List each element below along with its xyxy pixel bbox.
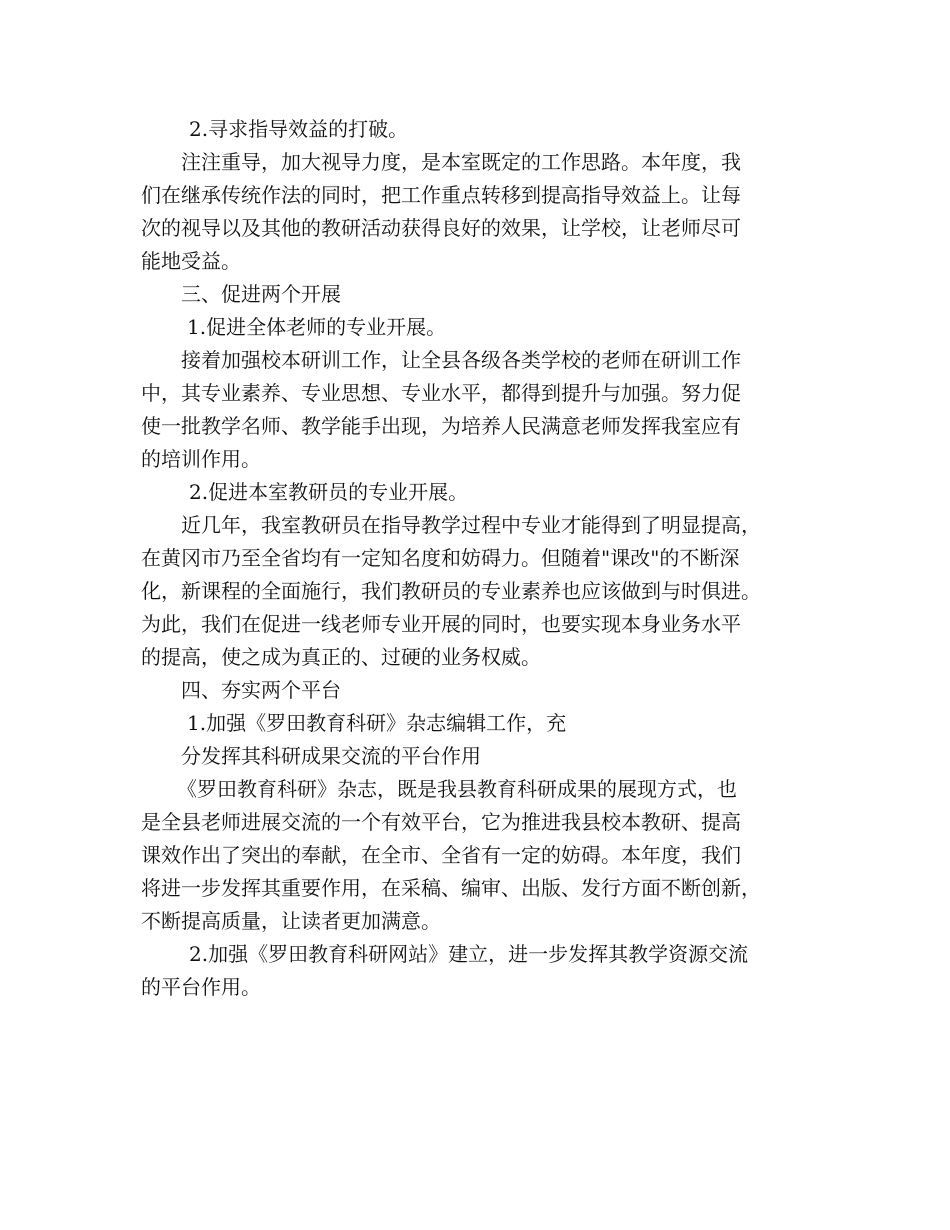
document-body — [141, 113, 821, 1004]
paragraph-line: 为此，我们在促进一线老师专业开展的同时，也要实现本身业务水平 — [141, 612, 741, 636]
paragraph-line: 是全县老师进展交流的一个有效平台，它为推进我县校本教研、提高 — [141, 810, 741, 834]
paragraph-line: 不断提高质量，让读者更加满意。 — [141, 909, 441, 933]
subsection-heading: 2.加强《罗田教育科研网站》建立，进一步发挥其教学资源交流 — [189, 942, 749, 966]
subsection-heading: 2.促进本室教研员的专业开展。 — [189, 480, 469, 504]
paragraph-line: 使一批教学名师、教学能手出现，为培养人民满意老师发挥我室应有 — [141, 414, 741, 438]
paragraph-line: 课效作出了突出的奉献，在全市、全省有一定的妨碍。本年度，我们 — [141, 843, 741, 867]
paragraph-line: 中，其专业素养、专业思想、专业水平，都得到提升与加强。努力促 — [141, 381, 741, 405]
paragraph-line: 将进一步发挥其重要作用，在采稿、编审、出版、发行方面不断创新， — [141, 876, 761, 900]
subsection-heading: 1.促进全体老师的专业开展。 — [187, 315, 447, 339]
section-heading: 四、夯实两个平台 — [181, 678, 341, 702]
paragraph-line: 化，新课程的全面施行，我们教研员的专业素养也应该做到与时俱进。 — [141, 579, 761, 603]
subsection-heading: 1.加强《罗田教育科研》杂志编辑工作，充 — [187, 711, 567, 735]
section-heading: 三、促进两个开展 — [181, 282, 341, 306]
paragraph-line: 的提高，使之成为真正的、过硬的业务权威。 — [141, 645, 541, 669]
paragraph-line: 能地受益。 — [141, 249, 241, 273]
paragraph-line: 注注重导，加大视导力度，是本室既定的工作思路。本年度，我 — [181, 150, 741, 174]
paragraph-line: 接着加强校本研训工作，让全县各级各类学校的老师在研训工作 — [181, 348, 741, 372]
paragraph-line: 们在继承传统作法的同时，把工作重点转移到提高指导效益上。让每 — [141, 183, 741, 207]
paragraph-line: 的培训作用。 — [141, 447, 261, 471]
paragraph-line: 2.寻求指导效益的打破。 — [189, 117, 409, 141]
paragraph-line: 在黄冈市乃至全省均有一定知名度和妨碍力。但随着"课改"的不断深 — [141, 546, 740, 570]
paragraph-line: 次的视导以及其他的教研活动获得良好的效果，让学校，让老师尽可 — [141, 216, 741, 240]
paragraph-line: 《罗田教育科研》杂志，既是我县教育科研成果的展现方式，也 — [177, 777, 737, 801]
paragraph-line: 分发挥其科研成果交流的平台作用 — [181, 744, 481, 768]
paragraph-line: 近几年，我室教研员在指导教学过程中专业才能得到了明显提高， — [181, 513, 761, 537]
paragraph-line: 的平台作用。 — [141, 975, 261, 999]
